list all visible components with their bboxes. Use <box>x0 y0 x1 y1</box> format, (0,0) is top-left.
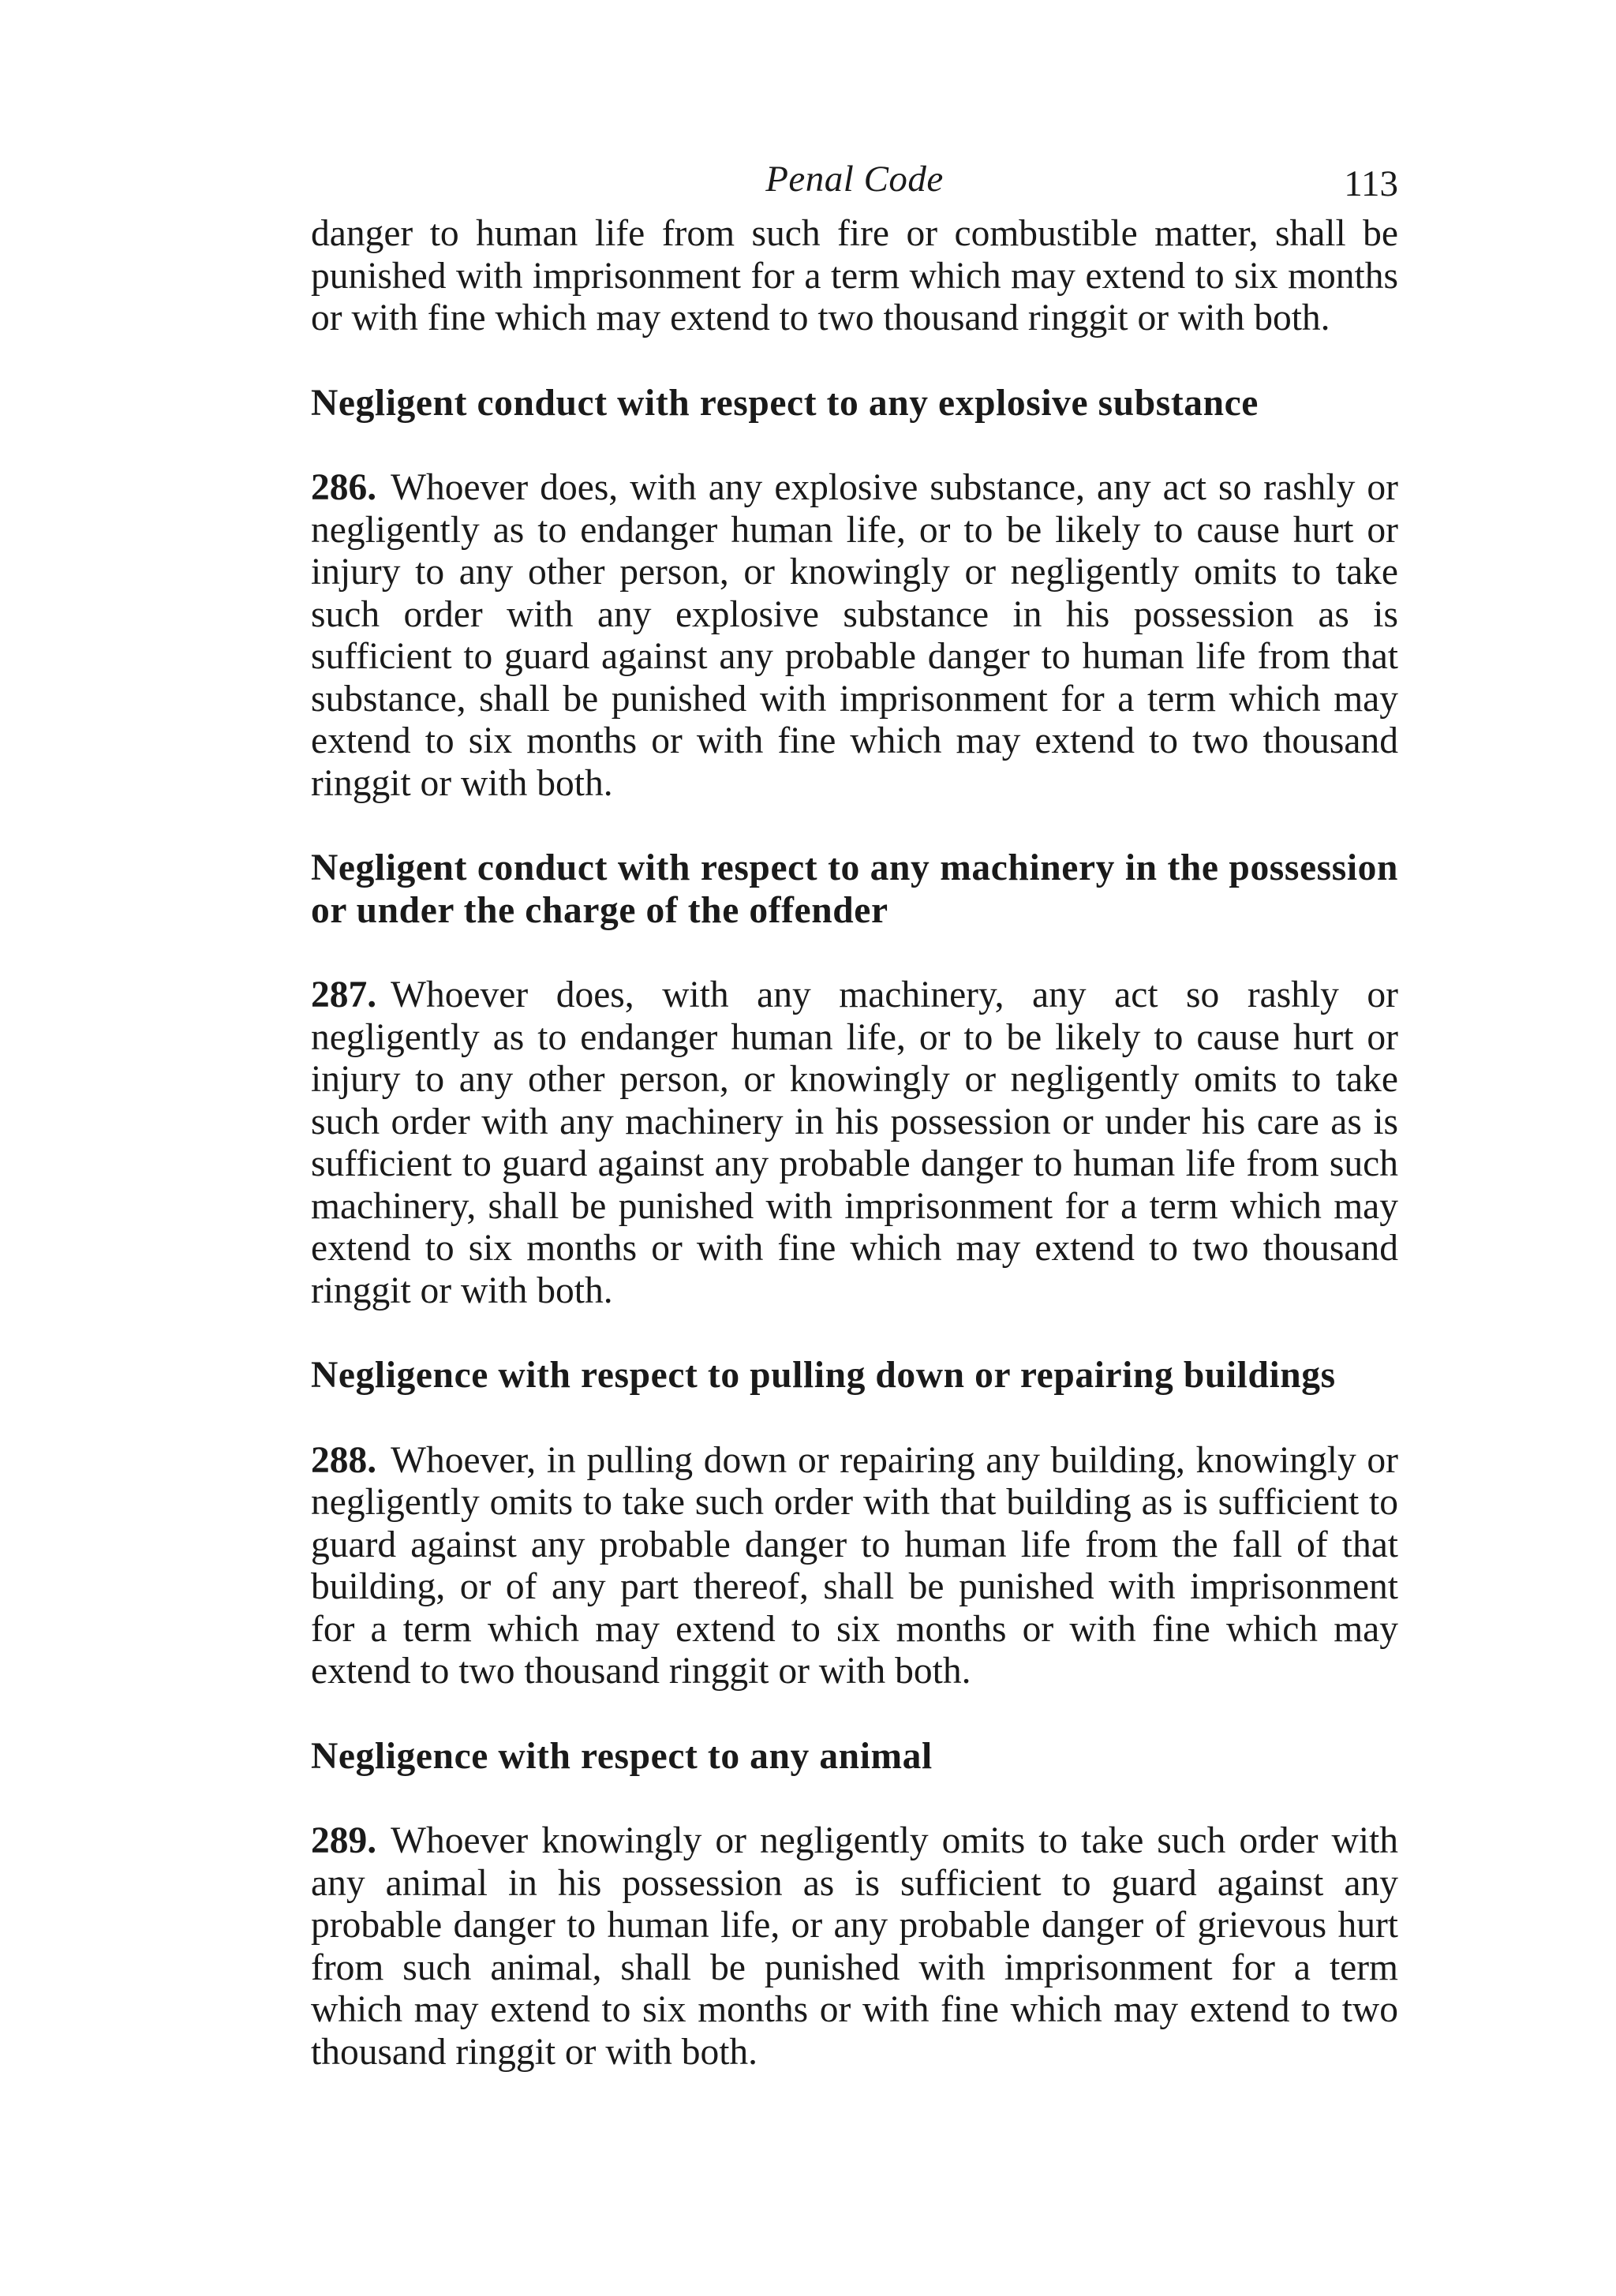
running-title: Penal Code <box>765 159 944 200</box>
section-body-289 <box>311 1820 1398 2074</box>
section-heading-287: Negligent conduct with respect to any machinery in the possession or under the charge of the offender <box>311 847 1398 931</box>
section-body-286 <box>311 467 1398 805</box>
section-text-287: Whoever does, with any machinery, any act so rashly or negligently as to endanger human life, or to be likely to cause hurt or injury to any other person, or knowingly or negligently omits to take such order with any machinery in his possession or under his care as is sufficient to guard against any probable danger to human life from such machinery, shall be punished with imprisonment for a term which may extend to six months or with fine which may extend to two thousand ringgit or with both. <box>311 974 1398 1311</box>
page-number: 113 <box>1344 163 1398 204</box>
section-heading-286: Negligent conduct with respect to any explosive substance <box>311 382 1259 424</box>
section-heading-289: Negligence with respect to any animal <box>311 1735 933 1777</box>
running-header <box>311 158 1398 213</box>
section-body-287 <box>311 974 1398 1312</box>
document-page <box>311 158 1398 2074</box>
section-number-288: 288. <box>311 1439 377 1481</box>
section-text-288: Whoever, in pulling down or repairing any building, knowingly or negligently omits to take such order with that building as is sufficient to guard against any probable danger to human life from the fall of that building, or of any part thereof, shall be punished with imprisonment for a term which may extend to six months or with fine which may extend to two thousand ringgit or with both. <box>311 1439 1398 1692</box>
section-number-286: 286. <box>311 467 377 508</box>
section-body-288 <box>311 1440 1398 1693</box>
section-text-289: Whoever knowingly or negligently omits to take such order with any animal in his possession as is sufficient to guard against any probable danger to human life, or any probable danger of grievous hurt from such animal, shall be punished with imprisonment for a term which may extend to six months or with fine which may extend to two thousand ringgit or with both. <box>311 1820 1398 2073</box>
intro-paragraph: danger to human life from such fire or combustible matter, shall be punished with imprisonment for a term which may extend to six months or with fine which may extend to two thousand ringgit or with both. <box>311 213 1398 338</box>
section-text-286: Whoever does, with any explosive substance, any act so rashly or negligently as to endanger human life, or to be likely to cause hurt or injury to any other person, or knowingly or negligently omits to take such order with any explosive substance in his possession as is sufficient to guard against any probable danger to human life from that substance, shall be punished with imprisonment for a term which may extend to six months or with fine which may extend to two thousand ringgit or with both. <box>311 467 1398 804</box>
section-number-289: 289. <box>311 1820 377 1861</box>
section-number-287: 287. <box>311 974 377 1015</box>
section-heading-288: Negligence with respect to pulling down or repairing buildings <box>311 1355 1336 1396</box>
